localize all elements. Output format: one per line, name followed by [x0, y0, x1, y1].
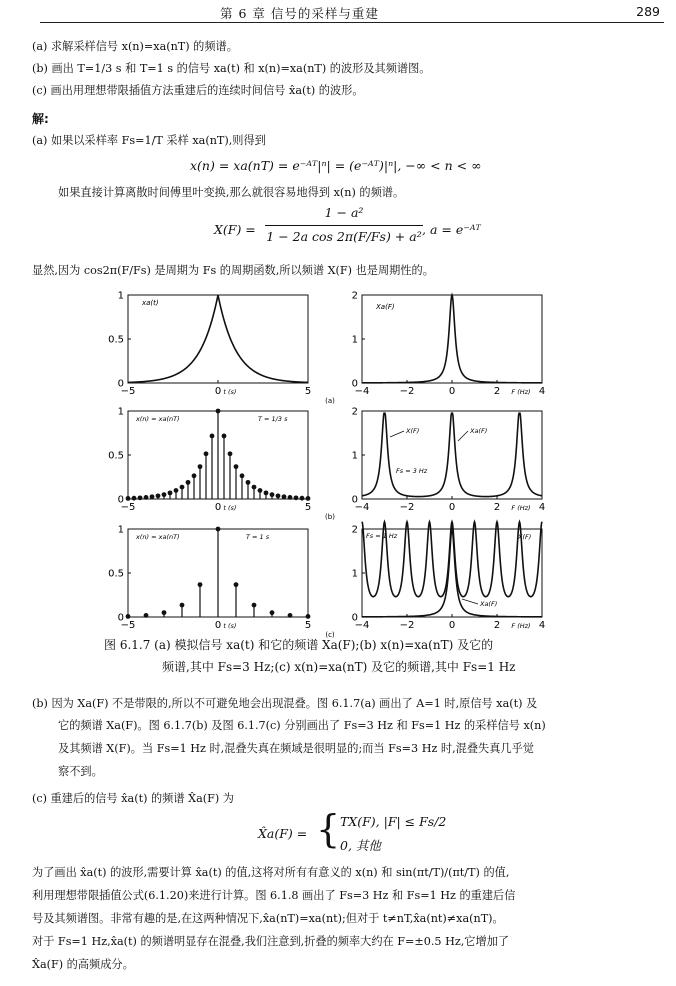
b-left-title: x(n) = xa(nT): [136, 415, 180, 423]
b-left-stem-marker: [300, 496, 305, 501]
equation-xf-numerator: 1 − a²: [324, 205, 364, 220]
a-left-title: xa(t): [142, 299, 159, 307]
panel-label-a: (a): [325, 397, 335, 405]
c-left-ytick-label: 0: [117, 612, 124, 624]
figure-caption-line1: 图 6.1.7 (a) 模拟信号 xa(t) 和它的频谱 Xa(F);(b) x(n)=xa(nT) 及它的: [104, 638, 494, 652]
c-right-xtick-label: 2: [493, 620, 501, 631]
b-left-stem-marker: [162, 492, 167, 497]
part-b-line3: 及其频谱 X(F)。当 Fs=1 Hz 时,混叠失真在频域是很明显的;而当 Fs=3 Hz 时,混叠失真几乎觉: [58, 742, 534, 755]
b-left-stem-marker: [192, 473, 197, 478]
b-right-curve: [362, 413, 542, 496]
c-right-xtick-label: −2: [399, 620, 415, 631]
a-right-ytick-label: 2: [351, 290, 358, 302]
equation-xf-rhs: , a = e⁻ᴬᵀ: [422, 222, 481, 237]
a-left-ytick-label: 0: [117, 378, 124, 390]
equation-xf-lhs: X(F) =: [214, 222, 256, 237]
c-left-xtick-label: −5: [120, 620, 136, 631]
a-left-ytick-label: 1: [117, 290, 124, 302]
c-right-xlabel: F (Hz): [511, 622, 531, 630]
a-right-ytick-label: 0: [351, 378, 358, 390]
b-left-stem-marker: [156, 493, 161, 498]
equation-case1: TX(F), |F| ≤ Fs/2: [340, 814, 447, 829]
b-left-stem-marker: [240, 473, 245, 478]
a-left-xtick-label: −5: [120, 386, 136, 397]
b-right-xlabel: F (Hz): [511, 504, 531, 512]
part-c-line2: 利用理想带限插值公式(6.1.20)来进行计算。图 6.1.8 画出了 Fs=3 Hz 和 Fs=1 Hz 的重建后信: [32, 889, 516, 902]
b-left-stem-marker: [252, 485, 257, 490]
c-left-stem-marker: [216, 527, 221, 532]
a-right-xtick-label: 2: [493, 386, 501, 397]
b-left-stem-marker: [234, 464, 239, 469]
c-left-stem-marker: [270, 610, 275, 615]
part-c-line4: 对于 Fs=1 Hz,x̂a(t) 的频谱明显存在混叠,我们注意到,折叠的频率大约在 F=±0.5 Hz,它增加了: [32, 935, 510, 948]
c-left-stem-marker: [162, 610, 167, 615]
b-right-xtick-label: −2: [399, 502, 415, 513]
b-left-xtick-label: 0: [214, 502, 222, 513]
b-right-xtick-label: 0: [448, 502, 456, 513]
b-right-frame: [362, 411, 542, 499]
b-right-pointer: [390, 431, 404, 437]
c-right-ytick-label: 0: [351, 612, 358, 624]
c-right-pointer: [462, 599, 478, 604]
a-left-ytick-label: 0.5: [108, 334, 124, 346]
b-left-stem-marker: [306, 496, 311, 501]
a-right-xtick-label: 4: [538, 386, 546, 397]
equation-case2: 0, 其他: [340, 838, 381, 853]
b-left-stem-marker: [258, 488, 263, 493]
figure-6-1-7: [0, 285, 676, 639]
b-left-stem-marker: [282, 494, 287, 499]
c-left-xlabel: t (s): [223, 622, 237, 630]
b-right-xtick-label: 4: [538, 502, 546, 513]
b-left-stem-marker: [204, 451, 209, 456]
problem-b: (b) 画出 T=1/3 s 和 T=1 s 的信号 xa(t) 和 x(n)=xa(nT) 的波形及其频谱图。: [32, 62, 431, 75]
a-right-title: Xa(F): [376, 303, 395, 311]
c-left-title: x(n) = xa(nT): [136, 533, 180, 541]
c-left-stem-marker: [306, 614, 311, 619]
c-left-stem-marker: [126, 614, 131, 619]
c-right-ytick-label: 1: [351, 568, 358, 580]
b-left-ytick-label: 1: [117, 406, 124, 418]
fraction-bar: [265, 225, 423, 226]
b-right-ytick-label: 0: [351, 494, 358, 506]
b-right-label-xaf: Xa(F): [470, 427, 488, 435]
b-left-stem-marker: [216, 409, 221, 414]
a-right-ytick-label: 1: [351, 334, 358, 346]
c-right-xtick-label: −4: [354, 620, 370, 631]
b-left-xtick-label: 5: [304, 502, 312, 513]
b-right-label-fs: Fs = 3 Hz: [396, 467, 428, 475]
b-left-stem-marker: [138, 495, 143, 500]
b-left-ytick-label: 0.5: [108, 450, 124, 462]
c-right-ytick-label: 2: [351, 524, 358, 536]
page-header: [40, 4, 664, 23]
solution-label: 解:: [32, 112, 49, 126]
a-left-curve: [128, 295, 308, 382]
c-left-stem-marker: [234, 582, 239, 587]
b-left-xtick-label: −5: [120, 502, 136, 513]
panel-label-c: (c): [325, 631, 335, 639]
figure-caption-line2: 频谱,其中 Fs=3 Hz;(c) x(n)=xa(nT) 及它的频谱,其中 Fs=1 Hz: [162, 660, 516, 674]
part-c-line1: 为了画出 x̂a(t) 的波形,需要计算 x̂a(t) 的值,这将对所有有意义的 x(n) 和 sin(πt/T)/(πt/T) 的值,: [32, 866, 510, 879]
b-left-stem-marker: [198, 464, 203, 469]
b-left-stem-marker: [228, 451, 233, 456]
equation-xf-denominator: 1 − 2a cos 2π(F/Fs) + a²: [266, 229, 422, 244]
c-right-label-xaf: Xa(F): [480, 600, 498, 608]
c-left-xtick-label: 5: [304, 620, 312, 631]
part-a-text2: 如果直接计算离散时间傅里叶变换,那么就很容易地得到 x(n) 的频谱。: [58, 186, 405, 199]
b-right-pointer: [458, 431, 468, 441]
a-right-xtick-label: −4: [354, 386, 370, 397]
chapter-title: 第 6 章 信号的采样与重建: [220, 6, 379, 21]
part-a-intro: (a) 如果以采样率 Fs=1/T 采样 xa(nT),则得到: [32, 134, 266, 147]
b-left-stem-marker: [294, 495, 299, 500]
cases-brace: {: [316, 807, 341, 851]
b-left-stem-marker: [210, 434, 215, 439]
b-left-stem-marker: [270, 492, 275, 497]
part-b-line4: 察不到。: [58, 765, 103, 778]
b-left-ytick-label: 0: [117, 494, 124, 506]
equation-xhat-lhs: X̂a(F) =: [258, 826, 308, 841]
problem-a: (a) 求解采样信号 x(n)=xa(nT) 的频谱。: [32, 40, 238, 53]
part-c-intro: (c) 重建后的信号 x̂a(t) 的频谱 X̂a(F) 为: [32, 792, 234, 805]
b-left-stem-marker: [144, 495, 149, 500]
b-right-ytick-label: 2: [351, 406, 358, 418]
c-left-annotation: T = 1 s: [246, 533, 270, 541]
a-left-frame: [128, 295, 308, 383]
part-b-line2: 它的频谱 Xa(F)。图 6.1.7(b) 及图 6.1.7(c) 分别画出了 Fs=3 Hz 和 Fs=1 Hz 的采样信号 x(n): [58, 719, 546, 732]
c-right-label-fs: Fs = 1 Hz: [366, 532, 398, 540]
b-right-xtick-label: −4: [354, 502, 370, 513]
problem-c: (c) 画出用理想带限插值方法重建后的连续时间信号 x̂a(t) 的波形。: [32, 84, 364, 97]
part-a-text3: 显然,因为 cos2π(F/Fs) 是周期为 Fs 的周期函数,所以频谱 X(F) 也是周期性的。: [32, 264, 434, 277]
part-b-line1: (b) 因为 Xa(F) 不是带限的,所以不可避免地会出现混叠。图 6.1.7(a) 画出了 A=1 时,原信号 xa(t) 及: [32, 697, 538, 710]
b-left-stem-marker: [126, 496, 131, 501]
b-right-label-xf: X(F): [406, 427, 420, 435]
b-left-stem-marker: [246, 480, 251, 485]
c-left-stem-marker: [288, 613, 293, 618]
b-left-stem-marker: [132, 496, 137, 501]
c-right-xtick-label: 0: [448, 620, 456, 631]
c-left-xtick-label: 0: [214, 620, 222, 631]
panel-label-b: (b): [325, 513, 335, 521]
a-left-xtick-label: 5: [304, 386, 312, 397]
b-left-stem-marker: [264, 490, 269, 495]
c-left-stem-marker: [144, 613, 149, 618]
b-left-stem-marker: [168, 490, 173, 495]
a-left-xlabel: t (s): [223, 388, 237, 396]
c-left-ytick-label: 1: [117, 524, 124, 536]
b-left-stem-marker: [180, 485, 185, 490]
a-right-xlabel: F (Hz): [511, 388, 531, 396]
part-c-line3: 号及其频谱图。非常有趣的是,在这两种情况下,x̂a(nT)=xa(nt);但对于 t≠nT,x̂a(nt)≠xa(nT)。: [32, 912, 504, 925]
a-left-xtick-label: 0: [214, 386, 222, 397]
equation-xn: x(n) = xa(nT) = e⁻ᴬᵀ|ⁿ| = (e⁻ᴬᵀ)|ⁿ|, −∞ < n < ∞: [190, 158, 482, 173]
b-left-stem-marker: [222, 434, 227, 439]
b-right-ytick-label: 1: [351, 450, 358, 462]
c-right-label-xf: X(F): [518, 533, 532, 541]
a-right-xtick-label: 0: [448, 386, 456, 397]
c-left-stem-marker: [252, 603, 257, 608]
b-left-xlabel: t (s): [223, 504, 237, 512]
b-left-stem-marker: [276, 493, 281, 498]
a-right-xtick-label: −2: [399, 386, 415, 397]
b-right-xtick-label: 2: [493, 502, 501, 513]
c-left-stem-marker: [198, 582, 203, 587]
part-c-line5: X̂a(F) 的高频成分。: [32, 958, 134, 971]
b-left-annotation: T = 1/3 s: [258, 415, 288, 423]
b-left-stem-marker: [186, 480, 191, 485]
c-left-ytick-label: 0.5: [108, 568, 124, 580]
b-left-stem-marker: [150, 494, 155, 499]
b-left-stem-marker: [174, 488, 179, 493]
c-left-stem-marker: [180, 603, 185, 608]
c-right-xtick-label: 4: [538, 620, 546, 631]
page-number: 289: [636, 4, 660, 19]
b-left-stem-marker: [288, 495, 293, 500]
